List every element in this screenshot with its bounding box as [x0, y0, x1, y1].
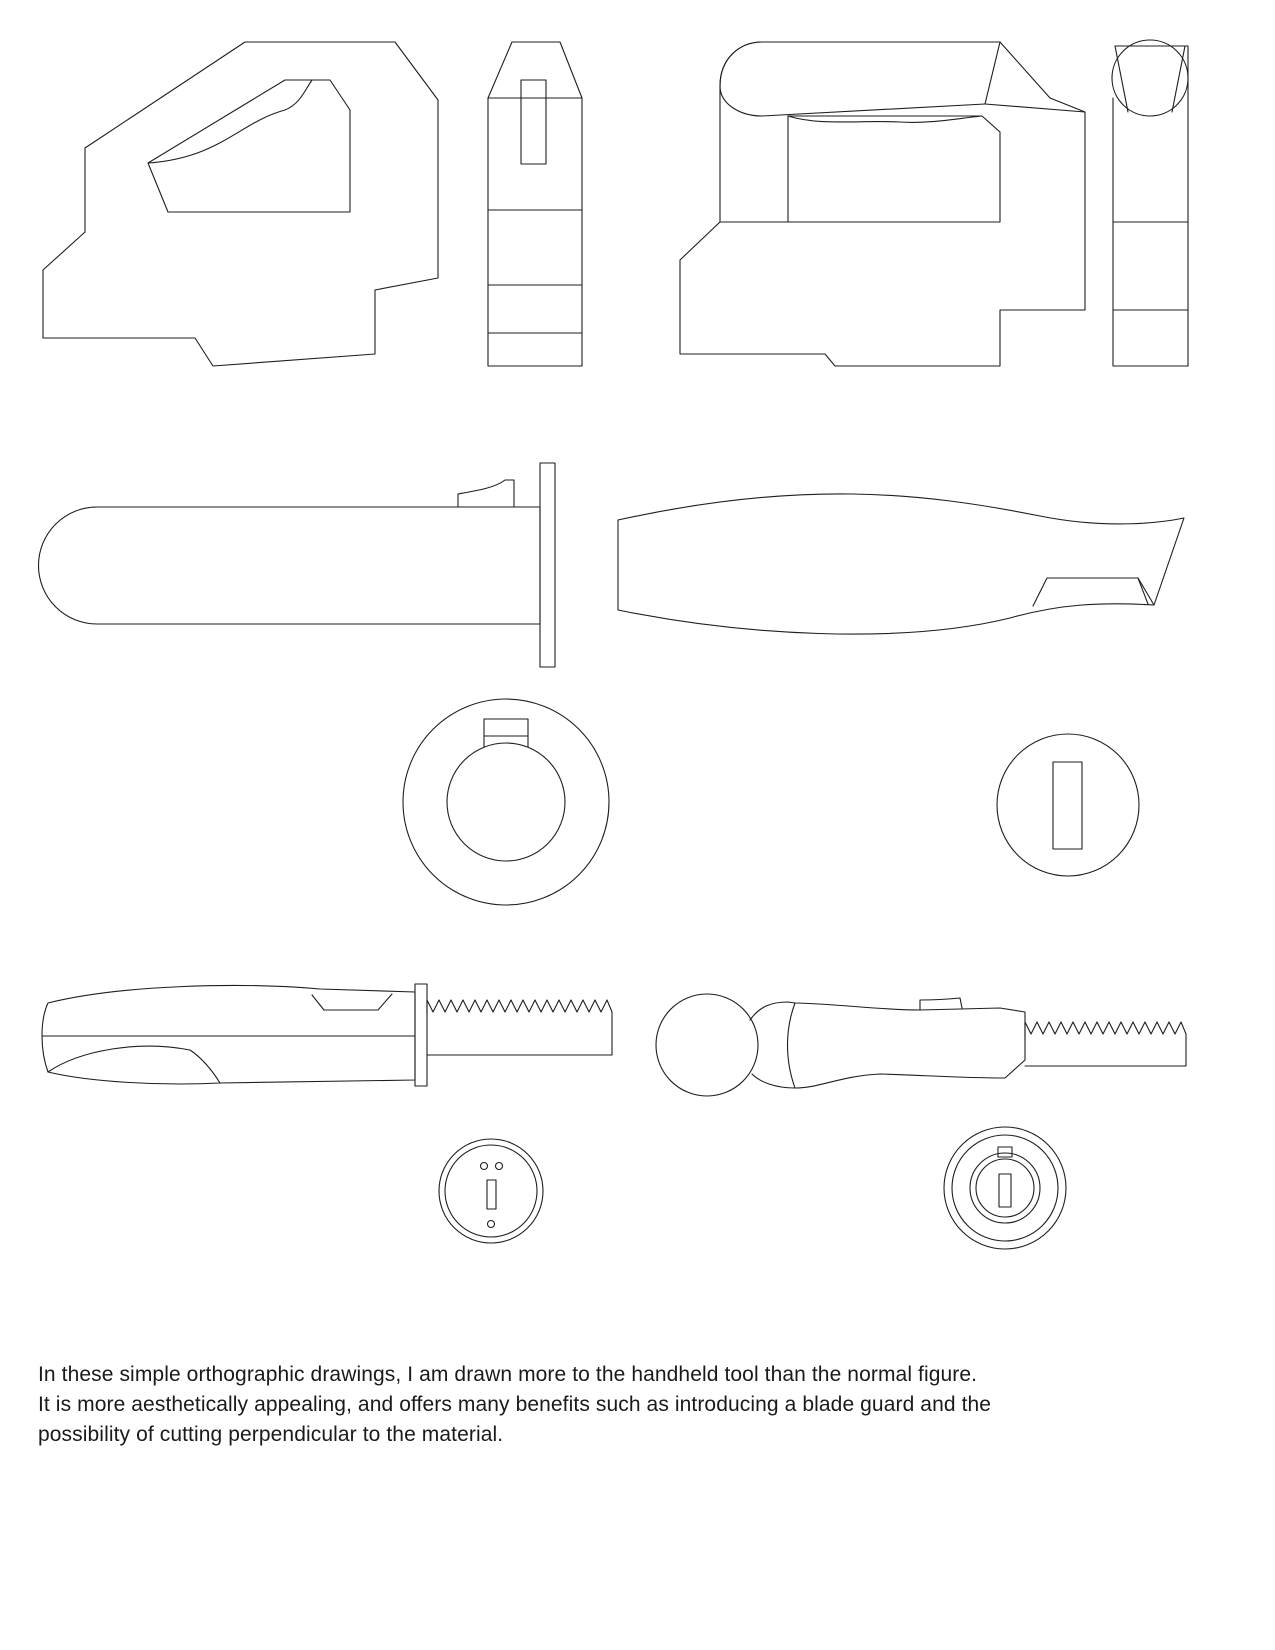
coping-saw-end-view [488, 42, 582, 366]
caption-line-3: possibility of cutting perpendicular to the material. [38, 1423, 504, 1446]
guarded-handle-end-view [403, 699, 609, 905]
knob-saw-end-view [944, 1127, 1066, 1249]
knob-saw-side-view [656, 994, 1186, 1096]
jigsaw-side-view [680, 42, 1085, 366]
caption [38, 1360, 1238, 1450]
caption-line-2: It is more aesthetically appealing, and offers many benefits such as introducing a blade guard and the [38, 1393, 992, 1416]
coping-saw-side-view [43, 42, 438, 366]
contoured-handle-side-view [618, 494, 1184, 634]
handheld-saw-end-view [439, 1139, 543, 1243]
handheld-saw-side-view [42, 984, 612, 1086]
contoured-handle-end-view [997, 734, 1139, 876]
caption-line-1: In these simple orthographic drawings, I am drawn more to the handheld tool than the normal figure. [38, 1363, 978, 1386]
guarded-handle-side-view [38, 463, 555, 667]
jigsaw-end-view [1112, 40, 1188, 366]
